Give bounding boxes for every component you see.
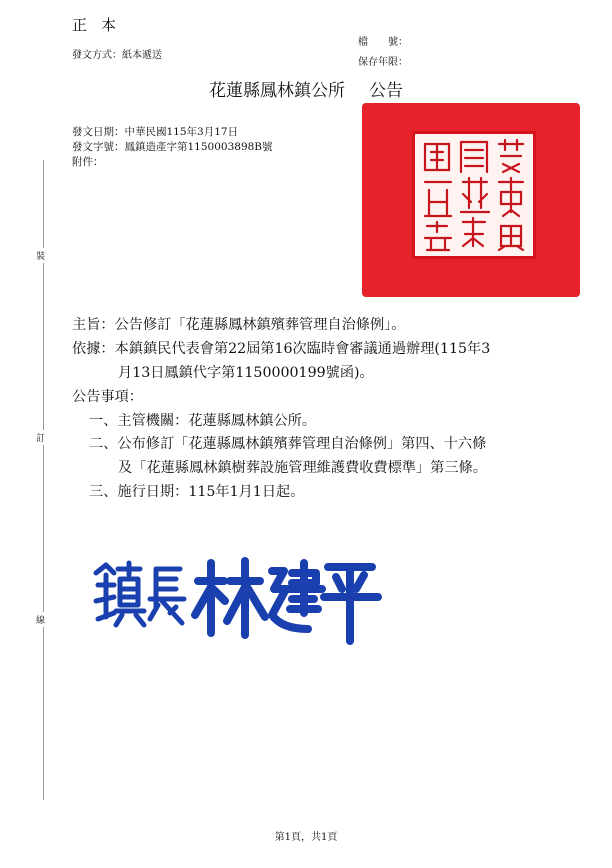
retention-label: 保存年限： xyxy=(358,57,408,68)
margin-mark-ding: 訂 xyxy=(36,430,45,445)
item-2-line-1: 二、公布修訂「花蓮縣鳳林鎮殯葬管理自治條例」第四、十六條 xyxy=(89,436,487,452)
basis-line-1: 依據：本鎮鎮民代表會第22屆第16次臨時會審議通過辦理(115年3 xyxy=(72,341,491,357)
margin-mark-zhuang: 裝 xyxy=(36,248,45,263)
copy-type-label: 正本 xyxy=(72,16,131,34)
item-1: 一、主管機關：花蓮縣鳳林鎮公所。 xyxy=(89,413,317,429)
title-doc-type: 公告 xyxy=(369,81,403,101)
item-2-line-2: 及「花蓮縣鳳林鎮樹葬設施管理維護費收費標準」第三條。 xyxy=(118,460,487,476)
page-footer: 第1頁，共1頁 xyxy=(274,832,338,843)
item-3: 三、施行日期：115年1月1日起。 xyxy=(89,484,305,500)
issue-date: 發文日期：中華民國115年3月17日 xyxy=(72,126,239,138)
margin-mark-xian: 線 xyxy=(36,612,45,627)
official-seal-icon xyxy=(362,103,580,297)
attachment-label: 附件： xyxy=(72,156,104,168)
mayor-signature-stamp xyxy=(92,545,382,645)
basis-line-2: 月13日鳳鎮代字第1150000199號函)。 xyxy=(118,365,374,381)
send-method: 發文方式：紙本遞送 xyxy=(72,50,162,61)
document-title xyxy=(0,76,612,101)
items-heading: 公告事項： xyxy=(72,389,143,405)
title-org: 花蓮縣鳳林鎮公所 xyxy=(209,81,345,101)
file-number-label: 檔 號： xyxy=(358,37,408,48)
signature-brush-icon xyxy=(92,545,382,645)
seal-glyphs-icon xyxy=(415,134,533,256)
subject-line: 主旨：公告修訂「花蓮縣鳳林鎮殯葬管理自治條例」。 xyxy=(72,317,406,333)
document-number: 發文字號：鳳鎮造產字第1150003898B號 xyxy=(72,141,273,153)
seal-inner-frame xyxy=(412,131,536,259)
